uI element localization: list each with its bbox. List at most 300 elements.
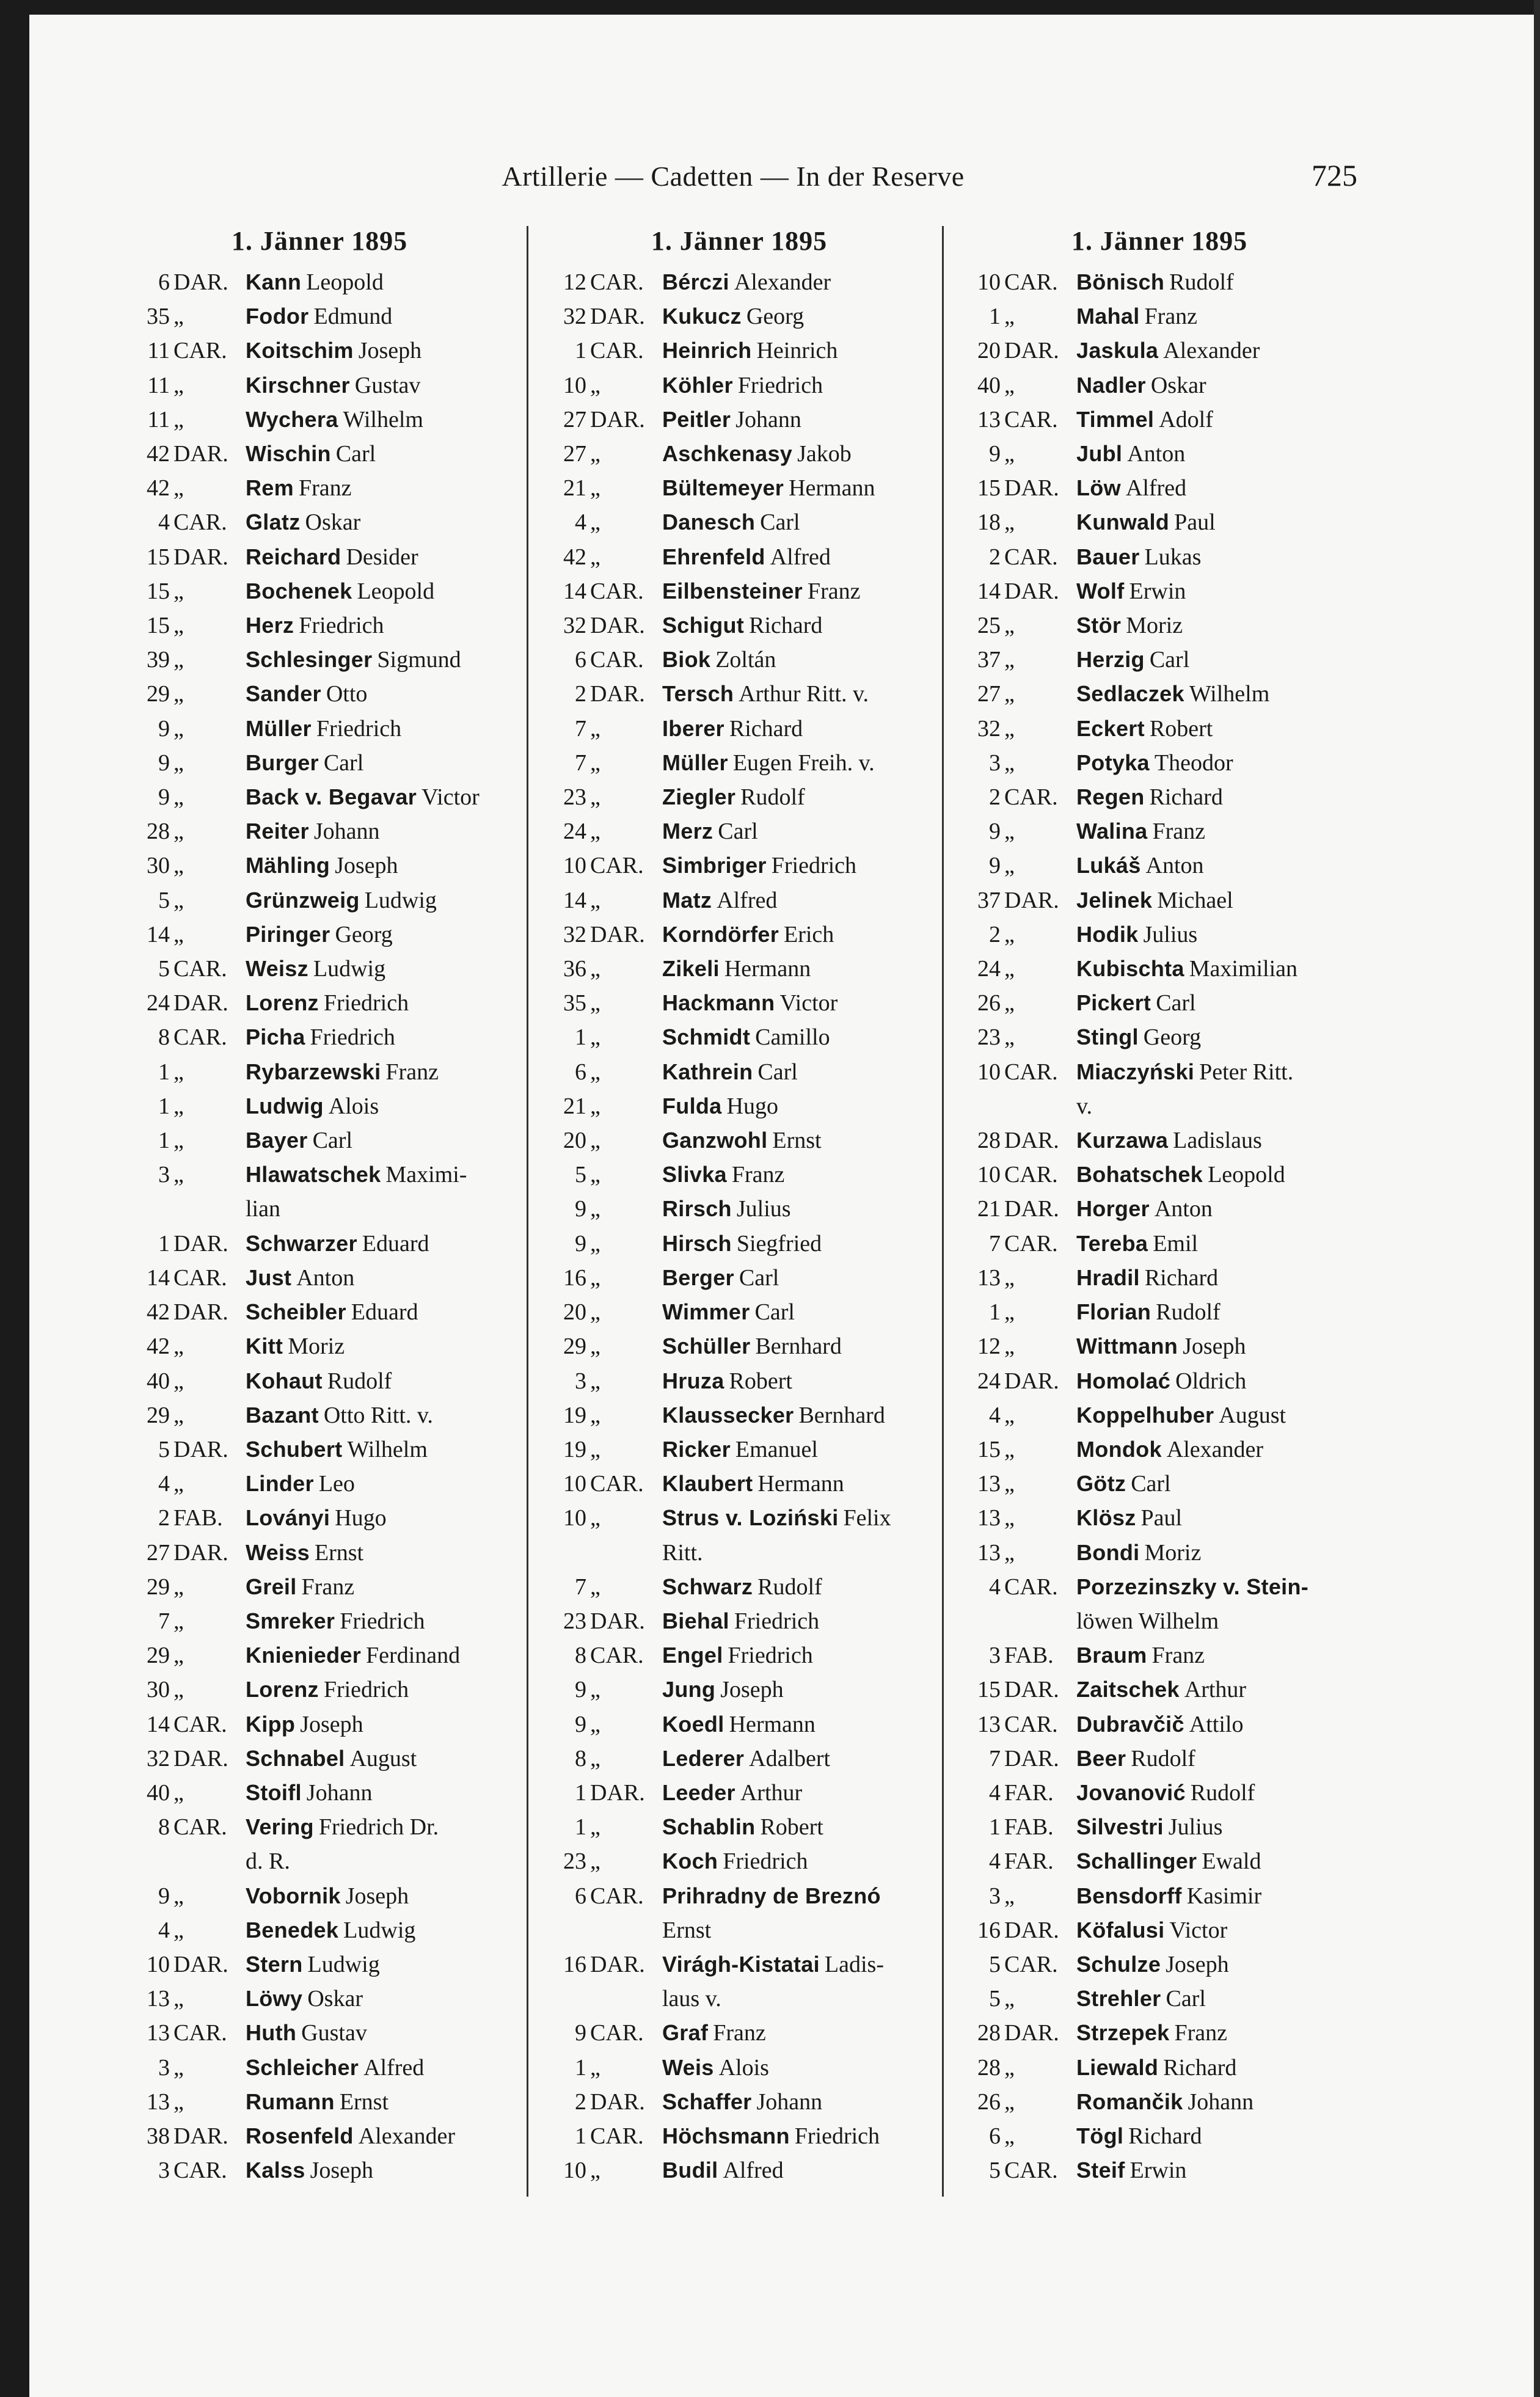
regiment-number: 27 [147, 1539, 170, 1566]
entry-name [246, 1501, 518, 1535]
regiment-number: 42 [147, 1333, 170, 1360]
unit-code: „ [590, 1128, 600, 1154]
entry-name [1076, 2119, 1367, 2153]
regiment-number: 20 [563, 1128, 586, 1154]
unit-code: „ [173, 1917, 184, 1943]
entry-name [246, 814, 518, 848]
regiment-number: 10 [563, 372, 586, 398]
entry-name [246, 1707, 518, 1742]
list-item [952, 918, 1367, 952]
regiment-number: 9 [989, 853, 1001, 879]
given-name: Eugen Freih. v. [732, 750, 875, 776]
entry-name [662, 265, 941, 299]
list-item [538, 746, 941, 780]
unit-code: CAR. [173, 2158, 227, 2184]
entry-name [246, 403, 518, 437]
list-item [952, 2085, 1367, 2119]
regiment-number: 6 [575, 1883, 586, 1909]
list-item [952, 505, 1367, 539]
unit-code: „ [1004, 613, 1015, 639]
entry-name [1076, 1158, 1367, 1192]
unit-code: CAR. [1004, 1059, 1058, 1085]
regiment-number: 29 [147, 1402, 170, 1428]
given-name: Victor [779, 990, 838, 1016]
list-item [952, 1261, 1367, 1295]
unit-code: DAR. [1004, 1677, 1059, 1703]
list-item [952, 1707, 1367, 1742]
regiment-number: 32 [563, 921, 586, 947]
list-item [538, 1055, 941, 1089]
unit-code: „ [173, 1608, 184, 1634]
regiment-number: 9 [158, 1883, 170, 1909]
unit-code: „ [1004, 647, 1015, 673]
unit-code: „ [173, 1333, 184, 1360]
entry-name [1076, 1570, 1367, 1638]
list-item [952, 1467, 1367, 1501]
regiment-number: 16 [977, 1917, 1001, 1943]
entry-name [662, 814, 941, 848]
surname: Tereba [1076, 1230, 1148, 1256]
unit-code: „ [590, 1711, 600, 1737]
surname: Tersch [662, 681, 734, 707]
given-name: Maximi- [385, 1162, 467, 1188]
entry-name [246, 1879, 518, 1913]
given-name: Hermann [789, 475, 875, 502]
surname: Bönisch [1076, 269, 1165, 294]
surname: Bondi [1076, 1539, 1140, 1565]
entry-name [1076, 1879, 1367, 1913]
surname: Schallinger [1076, 1848, 1197, 1874]
unit-code: „ [590, 1574, 600, 1600]
regiment-number: 32 [977, 715, 1001, 742]
unit-code: CAR. [173, 509, 227, 536]
regiment-number: 1 [158, 1059, 170, 1085]
list-item [952, 334, 1367, 368]
surname: Picha [246, 1024, 305, 1050]
regiment-number: 5 [158, 887, 170, 913]
regiment-number: 30 [147, 853, 170, 879]
surname: Hradil [1076, 1264, 1140, 1290]
given-name: Erwin [1129, 2158, 1187, 2184]
unit-code: „ [1004, 1436, 1015, 1462]
unit-code: „ [1004, 509, 1015, 536]
unit-code: „ [173, 1128, 184, 1154]
entry-name [246, 437, 518, 471]
entry-name [246, 2016, 518, 2050]
surname: Peitler [662, 406, 731, 432]
unit-code: „ [590, 990, 600, 1016]
given-name: Carl [1156, 990, 1196, 1016]
regiment-number: 8 [158, 1024, 170, 1051]
given-name: Edmund [313, 304, 393, 330]
given-name: Ferdinand [366, 1643, 461, 1669]
entry-name [662, 848, 941, 883]
unit-code: „ [590, 715, 600, 742]
regiment-number: 24 [977, 1368, 1001, 1394]
unit-code: „ [1004, 681, 1015, 707]
surname: Schlesinger [246, 647, 373, 673]
surname: Bohatschek [1076, 1162, 1203, 1188]
name-continuation: Ernst [662, 1917, 712, 1943]
given-name: Otto Ritt. v. [323, 1402, 433, 1428]
unit-code: DAR. [1004, 2020, 1059, 2046]
surname: Braum [1076, 1643, 1147, 1668]
regiment-number: 9 [575, 1230, 586, 1257]
unit-code: „ [590, 819, 600, 845]
regiment-number: 4 [989, 1574, 1001, 1600]
unit-code: CAR. [590, 269, 644, 295]
regiment-number: 9 [158, 784, 170, 811]
surname: Nadler [1076, 372, 1146, 398]
list-item [952, 265, 1367, 299]
entry-name [246, 540, 518, 574]
running-header: Artillerie — Cadetten — In der Reserve [502, 161, 965, 192]
list-item [952, 1295, 1367, 1329]
regiment-number: 1 [158, 1093, 170, 1119]
regiment-number: 15 [977, 1677, 1001, 1703]
list-item [952, 403, 1367, 437]
regiment-number: 25 [977, 613, 1001, 639]
given-name: Ernst [772, 1128, 822, 1154]
list-item [121, 2153, 518, 2187]
unit-code: „ [590, 1162, 600, 1188]
list-item [952, 712, 1367, 746]
surname: Beer [1076, 1745, 1126, 1771]
entry-name [662, 574, 941, 608]
unit-code: „ [1004, 2089, 1015, 2115]
given-name: Ladislaus [1173, 1128, 1262, 1154]
list-item [538, 1123, 941, 1158]
entry-name [1076, 1776, 1367, 1810]
given-name: Alexander [358, 2123, 455, 2149]
unit-code: „ [173, 1368, 184, 1394]
unit-code: „ [590, 509, 600, 536]
entry-name [662, 334, 941, 368]
given-name: Leopold [357, 578, 435, 604]
given-name: Erich [784, 921, 834, 947]
given-name: Robert [1149, 715, 1213, 742]
given-name: Peter Ritt. [1199, 1059, 1294, 1085]
unit-code: „ [173, 1986, 184, 2012]
entry-name [1076, 437, 1367, 471]
regiment-number: 28 [977, 2020, 1001, 2046]
entry-name [246, 2085, 518, 2119]
scan-border-top [0, 0, 1540, 15]
given-name: Friedrich [340, 1608, 425, 1634]
unit-code: FAR. [1004, 1779, 1054, 1806]
list-item [538, 1089, 941, 1123]
unit-code: „ [173, 475, 184, 502]
surname: Biok [662, 647, 711, 673]
given-name: Joseph [310, 2158, 374, 2184]
given-name: Moriz [1126, 613, 1183, 639]
list-item [121, 746, 518, 780]
regiment-number: 14 [147, 1264, 170, 1291]
unit-code: „ [173, 613, 184, 639]
entry-name [246, 1947, 518, 1982]
given-name: Zoltán [715, 647, 776, 673]
unit-code: CAR. [1004, 269, 1058, 295]
surname: Bültemeyer [662, 475, 784, 501]
regiment-number: 24 [977, 956, 1001, 982]
surname: Iberer [662, 715, 724, 741]
unit-code: CAR. [1004, 406, 1058, 432]
list-item [538, 1604, 941, 1638]
list-item [121, 1295, 518, 1329]
surname: Bazant [246, 1402, 319, 1428]
entry-name [246, 1261, 518, 1295]
page-number: 725 [1312, 158, 1357, 192]
surname: Greil [246, 1574, 297, 1599]
surname: Schnabel [246, 1745, 345, 1771]
given-name: Joseph [720, 1677, 784, 1703]
unit-code: DAR. [590, 1951, 645, 1977]
entry-name [246, 986, 518, 1020]
entry-name [246, 1295, 518, 1329]
regiment-number: 5 [989, 1986, 1001, 2012]
unit-code: DAR. [1004, 1368, 1059, 1394]
regiment-number: 18 [977, 509, 1001, 536]
surname: Löwy [246, 1986, 303, 2012]
regiment-number: 5 [575, 1162, 586, 1188]
entry-name [662, 746, 941, 780]
given-name: Franz [1151, 1643, 1205, 1669]
regiment-number: 13 [977, 1264, 1001, 1291]
unit-code: „ [590, 1677, 600, 1703]
unit-code: „ [590, 1230, 600, 1257]
entry-name [662, 643, 941, 677]
surname: Wittmann [1076, 1333, 1178, 1359]
scan-border-right [1534, 0, 1540, 2397]
regiment-number: 5 [158, 956, 170, 982]
surname: Vobornik [246, 1883, 341, 1908]
list-item [952, 368, 1367, 403]
entry-name [662, 608, 941, 643]
given-name: Julius [736, 1196, 791, 1222]
surname: Jaskula [1076, 338, 1159, 363]
list-item [952, 643, 1367, 677]
regiment-number: 4 [989, 1848, 1001, 1875]
regiment-number: 42 [147, 441, 170, 467]
regiment-number: 11 [147, 406, 170, 432]
list-item [952, 780, 1367, 814]
unit-code: DAR. [173, 269, 228, 295]
given-name: Friedrich [310, 1024, 395, 1051]
given-name: Rudolf [1190, 1779, 1255, 1806]
given-name: August [1219, 1402, 1286, 1428]
unit-code: „ [1004, 372, 1015, 398]
unit-code: „ [173, 1471, 184, 1497]
surname: Kitt [246, 1333, 283, 1359]
entry-name [1076, 883, 1367, 918]
list-item [952, 1673, 1367, 1707]
unit-code: „ [1004, 2123, 1015, 2149]
unit-code: DAR. [1004, 1128, 1059, 1154]
unit-code: DAR. [1004, 1917, 1059, 1943]
surname: Smreker [246, 1608, 335, 1633]
entry-name [662, 1227, 941, 1261]
surname: Piringer [246, 921, 330, 947]
surname: Linder [246, 1471, 314, 1497]
column-divider [527, 226, 528, 2197]
entry-name [246, 608, 518, 643]
surname: Virágh-Kistatai [662, 1951, 820, 1977]
entry-name [662, 2016, 941, 2050]
given-name: Camillo [755, 1024, 830, 1051]
regiment-number: 6 [158, 269, 170, 295]
surname: Eckert [1076, 715, 1145, 741]
list-item [121, 437, 518, 471]
regiment-number: 21 [977, 1196, 1001, 1222]
regiment-number: 14 [977, 578, 1001, 604]
given-name: Arthur [1184, 1677, 1247, 1703]
unit-code: „ [590, 2054, 600, 2081]
surname: Prihradny de Breznó [662, 1883, 881, 1908]
list-item [952, 986, 1367, 1020]
unit-code: „ [1004, 1402, 1015, 1428]
surname: Klaussecker [662, 1402, 794, 1428]
regiment-number: 40 [147, 1368, 170, 1394]
list-item [121, 1055, 518, 1089]
list-item [952, 746, 1367, 780]
surname: Florian [1076, 1299, 1151, 1325]
regiment-number: 13 [977, 1711, 1001, 1737]
regiment-number: 1 [575, 2123, 586, 2149]
given-name: Georg [335, 921, 393, 947]
regiment-number: 3 [158, 2054, 170, 2081]
given-name: Carl [1149, 647, 1190, 673]
entry-name [1076, 1261, 1367, 1295]
surname: Wimmer [662, 1299, 750, 1325]
regiment-number: 30 [147, 1677, 170, 1703]
entry-name [246, 918, 518, 952]
surname: Koitschim [246, 338, 354, 363]
unit-code: „ [590, 475, 600, 502]
surname: Pickert [1076, 990, 1151, 1016]
surname: Strehler [1076, 1986, 1161, 2012]
unit-code: CAR. [590, 1471, 644, 1497]
given-name: Arthur Ritt. v. [739, 681, 869, 707]
unit-code: DAR. [590, 1608, 645, 1634]
unit-code: „ [1004, 1471, 1015, 1497]
given-name: Alfred [717, 887, 778, 913]
unit-code: „ [173, 921, 184, 947]
unit-code: „ [590, 1059, 600, 1085]
list-item [538, 471, 941, 505]
list-item [538, 918, 941, 952]
unit-code: „ [173, 887, 184, 913]
unit-code: „ [590, 887, 600, 913]
given-name: Moriz [288, 1333, 345, 1360]
regiment-number: 37 [977, 647, 1001, 673]
list-item [121, 1398, 518, 1432]
regiment-number: 14 [563, 578, 586, 604]
given-name: Alexander [1166, 1436, 1264, 1462]
column-2 [538, 221, 941, 2187]
unit-code: CAR. [590, 1643, 644, 1669]
regiment-number: 12 [977, 1333, 1001, 1360]
given-name: Gustav [301, 2020, 367, 2046]
list-item [952, 1742, 1367, 1776]
column-heading: 1. Jänner 1895 [231, 226, 408, 256]
surname: Müller [246, 715, 312, 741]
list-item [952, 1501, 1367, 1535]
unit-code: „ [590, 956, 600, 982]
surname: Romančik [1076, 2089, 1183, 2114]
list-item [538, 848, 941, 883]
list-item [538, 1020, 941, 1054]
given-name: Friedrich Dr. [318, 1814, 439, 1841]
surname: Müller [662, 750, 728, 775]
given-name: Johann [313, 819, 380, 845]
regiment-number: 42 [147, 1299, 170, 1326]
given-name: Carl [1166, 1986, 1206, 2012]
entry-name [662, 1329, 941, 1363]
surname: Loványi [246, 1505, 330, 1531]
entry-name [1076, 1982, 1367, 2016]
list-item [121, 1123, 518, 1158]
unit-code: „ [173, 1677, 184, 1703]
surname: Kunwald [1076, 509, 1170, 535]
unit-code: „ [1004, 750, 1015, 776]
surname: Graf [662, 2020, 709, 2046]
regiment-number: 6 [575, 647, 586, 673]
regiment-number: 2 [158, 1505, 170, 1531]
given-name: Paul [1174, 509, 1216, 536]
given-name: Alfred [770, 544, 831, 570]
surname: Jubl [1076, 441, 1123, 467]
surname: Vering [246, 1814, 314, 1840]
regiment-number: 11 [147, 372, 170, 398]
entry-name [246, 677, 518, 711]
list-item [121, 368, 518, 403]
surname: Slivka [662, 1162, 727, 1188]
list-item [538, 1261, 941, 1295]
list-item [121, 608, 518, 643]
entry-name [1076, 1913, 1367, 1947]
given-name: Heinrich [756, 338, 838, 364]
unit-code: „ [173, 853, 184, 879]
surname: Kipp [246, 1711, 296, 1737]
list-item [121, 1020, 518, 1054]
unit-code: „ [590, 1745, 600, 1771]
entry-name [246, 883, 518, 918]
given-name: Joseph [345, 1883, 409, 1909]
entry-name [246, 1364, 518, 1398]
list-item [952, 814, 1367, 848]
regiment-number: 40 [977, 372, 1001, 398]
list-item [538, 1398, 941, 1432]
entry-name [662, 505, 941, 539]
unit-code: CAR. [590, 647, 644, 673]
regiment-number: 19 [563, 1402, 586, 1428]
regiment-number: 14 [147, 921, 170, 947]
list-item [121, 1776, 518, 1810]
list-item [952, 1947, 1367, 1982]
list-item [538, 1227, 941, 1261]
given-name: Rudolf [757, 1574, 822, 1600]
regiment-number: 4 [158, 1471, 170, 1497]
regiment-number: 35 [147, 304, 170, 330]
surname: Stingl [1076, 1024, 1139, 1050]
unit-code: „ [1004, 1333, 1015, 1360]
list-item [538, 368, 941, 403]
surname: Jelinek [1076, 887, 1153, 913]
surname: Engel [662, 1643, 723, 1668]
unit-code: DAR. [590, 681, 645, 707]
regiment-number: 24 [147, 990, 170, 1016]
entry-name [1076, 1810, 1367, 1844]
